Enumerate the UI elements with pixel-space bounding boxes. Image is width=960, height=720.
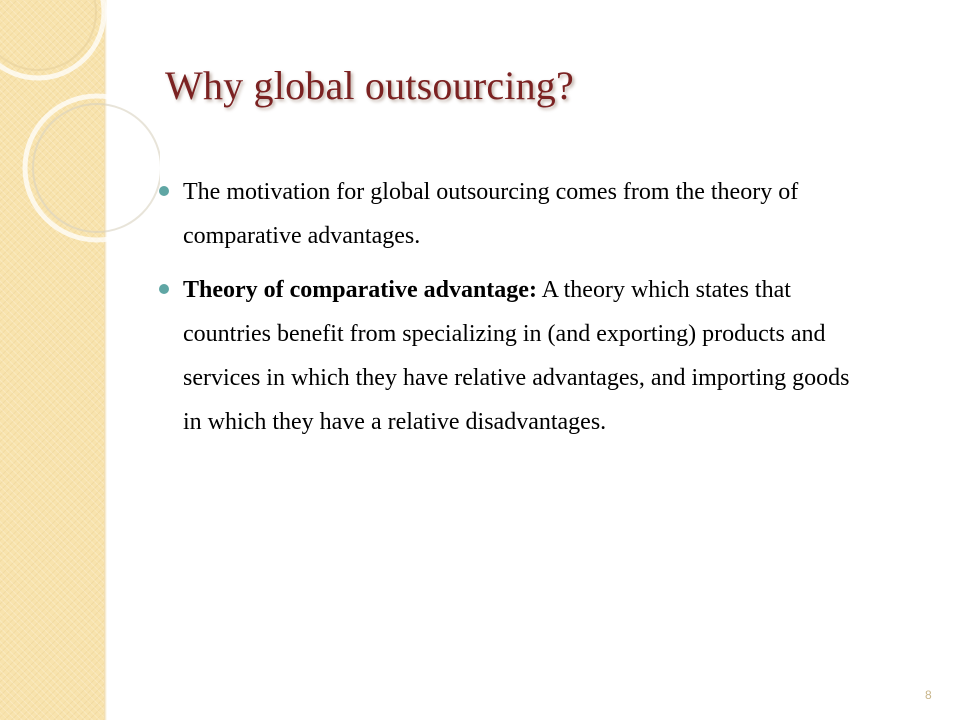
bullet-text: A theory which states that countries benefit from specializing in (and exporting) products and services in which they have relative advantages, and importing goods in which they have a relative disadvantages.	[183, 277, 850, 435]
slide-title: Why global outsourcing?	[165, 63, 574, 108]
bullet-icon	[159, 186, 169, 196]
bullet-icon	[159, 284, 169, 294]
decorative-rings	[0, 0, 160, 260]
bullet-item	[183, 268, 873, 444]
bullet-list	[183, 170, 873, 454]
bullet-term: Theory of comparative advantage:	[183, 277, 537, 303]
page-number: 8	[925, 688, 932, 702]
bullet-item	[183, 170, 873, 258]
bullet-text: The motivation for global outsourcing comes from the theory of comparative advantages.	[183, 179, 799, 249]
